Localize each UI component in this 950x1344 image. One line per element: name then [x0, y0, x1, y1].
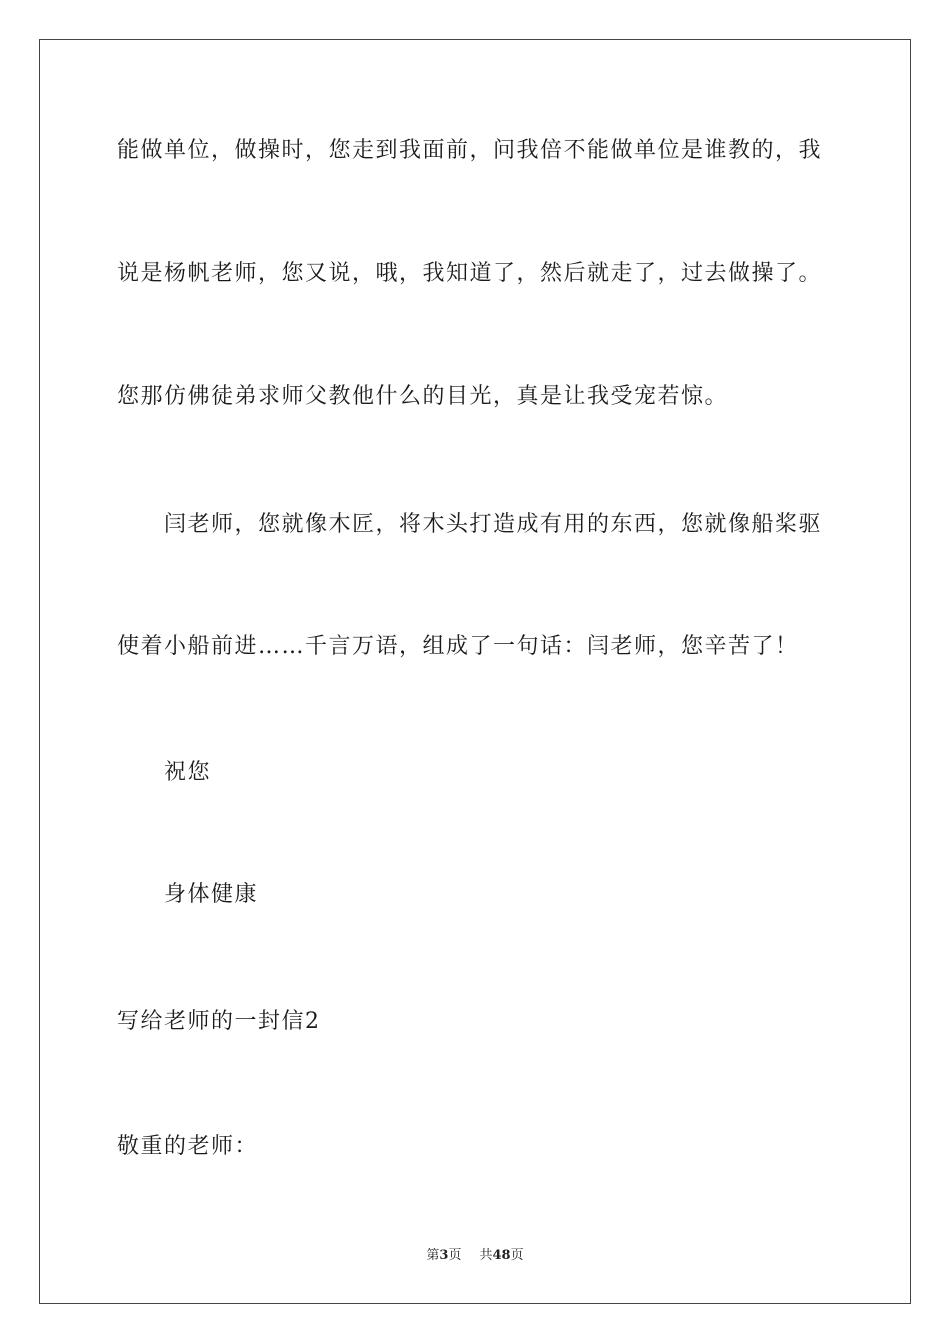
page-suffix: 页: [448, 1248, 462, 1263]
body-line-3: 您那仿佛徒弟求师父教他什么的目光，真是让我受宠若惊。: [117, 384, 729, 409]
page-footer: [0, 1247, 950, 1265]
page-prefix: 第: [426, 1248, 440, 1263]
body-line-5: 使着小船前进……千言万语，组成了一句话：闫老师，您辛苦了！: [117, 634, 799, 659]
body-line-1: 能做单位，做操时，您走到我面前，问我倍不能做单位是谁教的，我: [117, 138, 823, 163]
total-prefix: 共: [479, 1248, 493, 1263]
greeting-line: 祝您: [164, 760, 212, 785]
body-line-2: 说是杨帆老师，您又说，哦，我知道了，然后就走了，过去做操了。: [117, 261, 823, 286]
total-pages: 48: [492, 1248, 511, 1263]
salutation-line: 敬重的老师：: [117, 1134, 259, 1159]
body-line-4: 闫老师，您就像木匠，将木头打造成有用的东西，您就像船桨驱: [164, 512, 823, 537]
page-border: [39, 39, 911, 1304]
wish-line: 身体健康: [164, 882, 259, 907]
total-suffix: 页: [510, 1248, 524, 1263]
page-number: 3: [439, 1248, 449, 1263]
section-title: 写给老师的一封信2: [117, 1009, 321, 1034]
